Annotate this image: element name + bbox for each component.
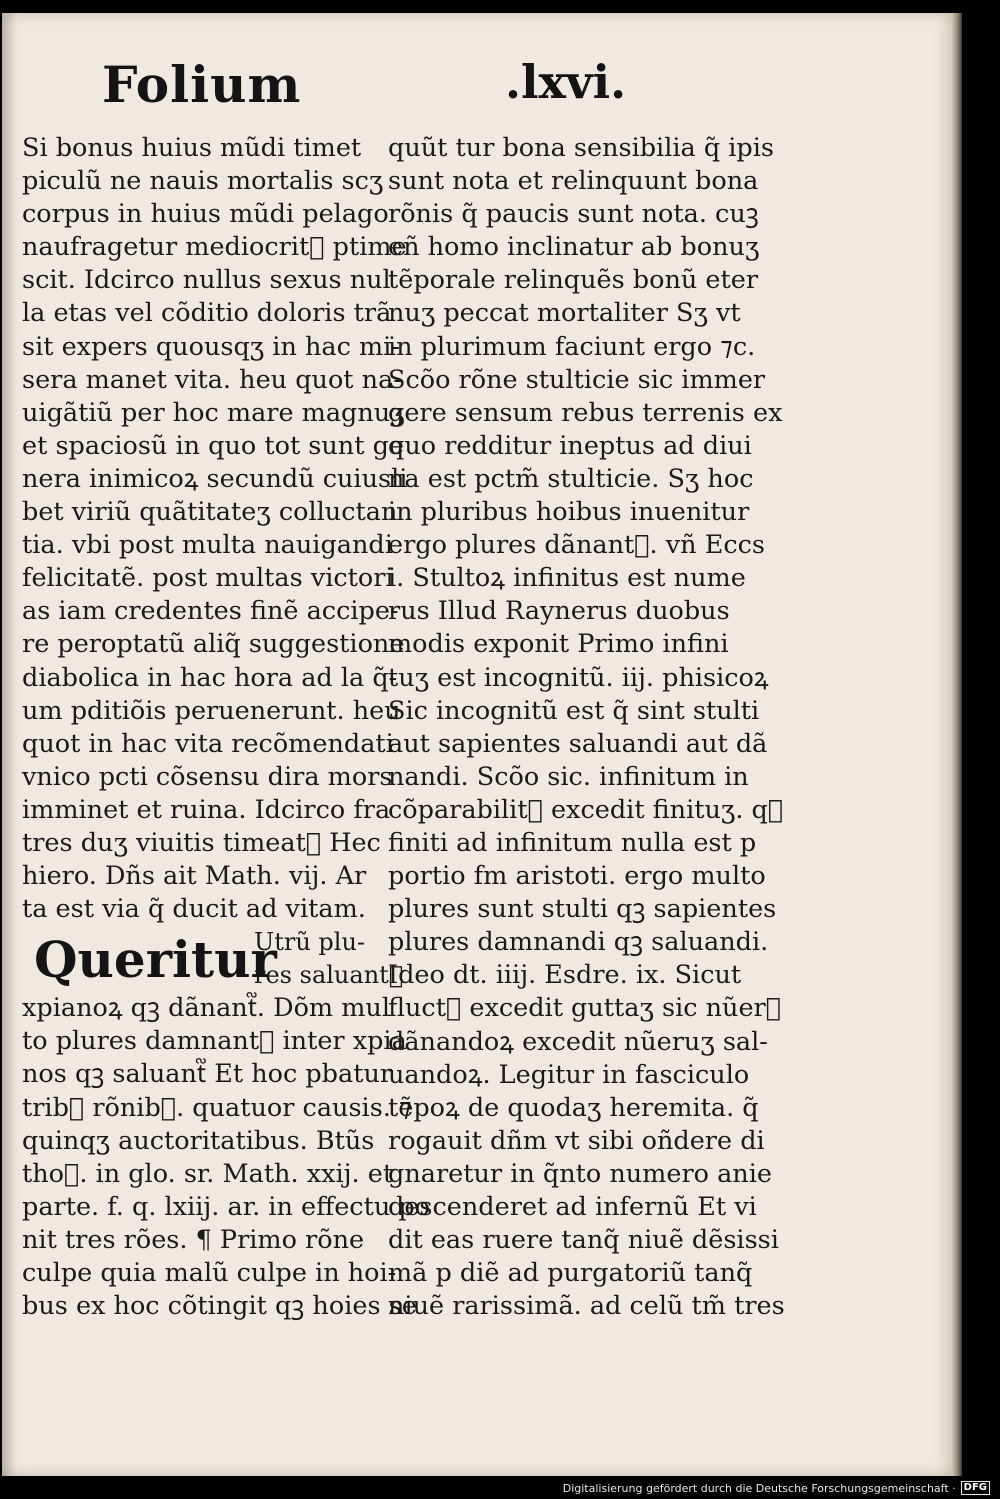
- queritur-line-1: Utrũ plu-: [254, 928, 366, 957]
- text-line: fluct᷒ excedit guttaʒ sic nũer᷒: [388, 993, 782, 1024]
- text-line: diabolica in hac hora ad la q̃-: [22, 662, 398, 693]
- text-line: bet viriũ quãtitateʒ colluctan: [22, 497, 398, 528]
- text-line: quot in hac vita recõmendati: [22, 728, 394, 759]
- text-line: tuʒ est incognitũ. iij. phisicoꝝ: [388, 662, 769, 693]
- text-line: rus Illud Raynerus duobus: [388, 596, 730, 627]
- text-line: hiero. Dñs ait Math. vij. Ar: [22, 861, 367, 892]
- text-line: parte. f. q. lxiij. ar. in effectu po: [22, 1191, 431, 1222]
- text-line: imminet et ruina. Idcirco fra: [22, 794, 391, 825]
- digitization-credit: [563, 1478, 990, 1498]
- folio-heading-left: Folium: [102, 55, 302, 114]
- text-line: quinqʒ auctoritatibus. Btũs: [22, 1125, 375, 1156]
- text-line: dãnandoꝝ excedit nũeruʒ sal-: [388, 1026, 768, 1057]
- text-line: uigãtiũ per hoc mare magnuʒ: [22, 397, 405, 428]
- text-line: vnico pcti cõsensu dira mors: [22, 761, 393, 792]
- text-line: Si bonus huius mũdi timet: [22, 133, 362, 163]
- text-line: felicitatẽ. post multas victori: [22, 563, 394, 594]
- text-line: quũt tur bona sensibilia q̃ ipis: [388, 133, 774, 163]
- text-line: plures damnandi qꝫ saluandi.: [388, 927, 769, 958]
- text-line: nandi. Scõo sic. infinitum in: [388, 761, 749, 792]
- text-line: ta est via q̃ ducit ad vitam.: [22, 894, 366, 925]
- text-line: tẽporale relinquẽs bonũ eter: [388, 265, 759, 296]
- text-line: na est pctm̃ stulticie. Sʒ hoc: [388, 463, 754, 494]
- text-line: niuẽ rarissimã. ad celũ tm̃ tres: [388, 1291, 785, 1322]
- text-line: um pditiõis peruenerunt. heu: [22, 695, 401, 726]
- text-line: Ideo dt. iiij. Esdre. ix. Sicut: [388, 960, 742, 991]
- text-line: mã p diẽ ad purgatoriũ tanq̃: [388, 1258, 753, 1289]
- text-line: Scõo rõne stulticie sic immer: [388, 364, 766, 395]
- text-line: scit. Idcirco nullus sexus nul: [22, 265, 391, 296]
- text-line: re peroptatũ aliq̃ suggestione: [22, 629, 405, 660]
- queritur-line-2: res saluant᷑: [254, 961, 404, 990]
- text-line: nit tres rões. ¶ Primo rõne: [22, 1224, 365, 1255]
- queritur-word: Queritur: [34, 930, 277, 990]
- text-line: trib᷒ rõnib᷒. quatuor causis. ⁊: [22, 1092, 412, 1123]
- text-line: nera inimicoꝝ secundũ cuiusli: [22, 463, 408, 494]
- text-line: piculũ ne nauis mortalis scʒ: [22, 166, 384, 197]
- text-line: as iam credentes finẽ accipe-: [22, 596, 399, 627]
- page-edge: [952, 13, 962, 1476]
- text-line: sunt nota et relinquunt bona: [388, 166, 759, 197]
- text-line: rõnis q̃ paucis sunt nota. cuꝫ: [388, 199, 759, 230]
- text-line: gere sensum rebus terrenis ex: [388, 397, 783, 428]
- text-line: descenderet ad infernũ Et vi: [388, 1192, 757, 1222]
- text-line: et spaciosũ in quo tot sunt ge: [22, 430, 405, 461]
- text-line: bus ex hoc cõtingit qꝫ hoies se: [22, 1291, 417, 1322]
- text-line: tho᷑. in glo. sr. Math. xxij. et: [22, 1158, 394, 1189]
- queritur-heading-block: [22, 926, 404, 992]
- text-line: tres duʒ viuitis timeat᷑ Hec: [22, 827, 381, 858]
- text-line: cõparabilit᷑ excedit finituʒ. qꝛ: [388, 794, 784, 825]
- text-line: tẽpoꝝ de quodaʒ heremita. q̃: [388, 1092, 759, 1123]
- text-line: sit expers quousqʒ in hac mi-: [22, 331, 400, 362]
- text-line: to plures damnant᷑ inter xpia: [22, 1026, 407, 1057]
- text-line: uandoꝝ. Legitur in fasciculo: [388, 1059, 750, 1090]
- text-line: dit eas ruere tanq̃ niuẽ dẽsissi: [388, 1225, 779, 1256]
- left-text-column: [22, 132, 431, 1323]
- text-line: ergo plures dãnant᷑. vñ Eccs: [388, 530, 765, 561]
- text-line: finiti ad infinitum nulla est p: [388, 827, 757, 858]
- text-line: in plurimum faciunt ergo ⁊c.: [388, 331, 756, 362]
- dfg-logo: DFG: [961, 1481, 990, 1495]
- gutter-shadow: [2, 13, 16, 1476]
- text-line: quo redditur ineptus ad diui: [388, 430, 752, 461]
- folio-number: .lxvi.: [505, 55, 627, 109]
- text-line: nuʒ peccat mortaliter Sʒ vt: [388, 298, 741, 329]
- text-line: eñ homo inclinatur ab bonuʒ: [388, 232, 760, 263]
- text-line: i. Stultoꝝ infinitus est nume: [388, 563, 746, 594]
- text-line: gnaretur in q̃nto numero anie: [388, 1158, 772, 1189]
- text-line: sera manet vita. heu quot na-: [22, 364, 402, 395]
- text-line: in pluribus hoibus inuenitur: [388, 497, 750, 528]
- text-line: modis exponit Primo infini: [388, 629, 729, 660]
- text-line: plures sunt stulti qꝫ sapientes: [388, 894, 777, 925]
- text-line: rogauit dñm vt sibi oñdere di: [388, 1125, 765, 1156]
- text-line: nos qꝫ saluant᷑ Et hoc pbatur: [22, 1059, 393, 1090]
- text-line: culpe quia malũ culpe in hoi-: [22, 1258, 397, 1288]
- text-line: la etas vel cõditio doloris trã: [22, 298, 392, 329]
- text-line: portio fm aristoti. ergo multo: [388, 861, 766, 892]
- right-text-column: [388, 132, 785, 1323]
- text-line: naufragetur mediocrit᷑ ptime: [22, 232, 407, 263]
- text-line: xpianoꝝ qꝫ dãnant᷑. Dõm mul: [22, 993, 390, 1024]
- text-line: Sic incognitũ est q̃ sint stulti: [388, 695, 760, 726]
- text-line: aut sapientes saluandi aut dã: [388, 728, 768, 759]
- text-line: tia. vbi post multa nauigandi: [22, 530, 393, 561]
- credit-text: Digitalisierung gefördert durch die Deutsche Forschungsgemeinschaft ·: [562, 1481, 956, 1495]
- text-line: corpus in huius mũdi pelago: [22, 199, 389, 230]
